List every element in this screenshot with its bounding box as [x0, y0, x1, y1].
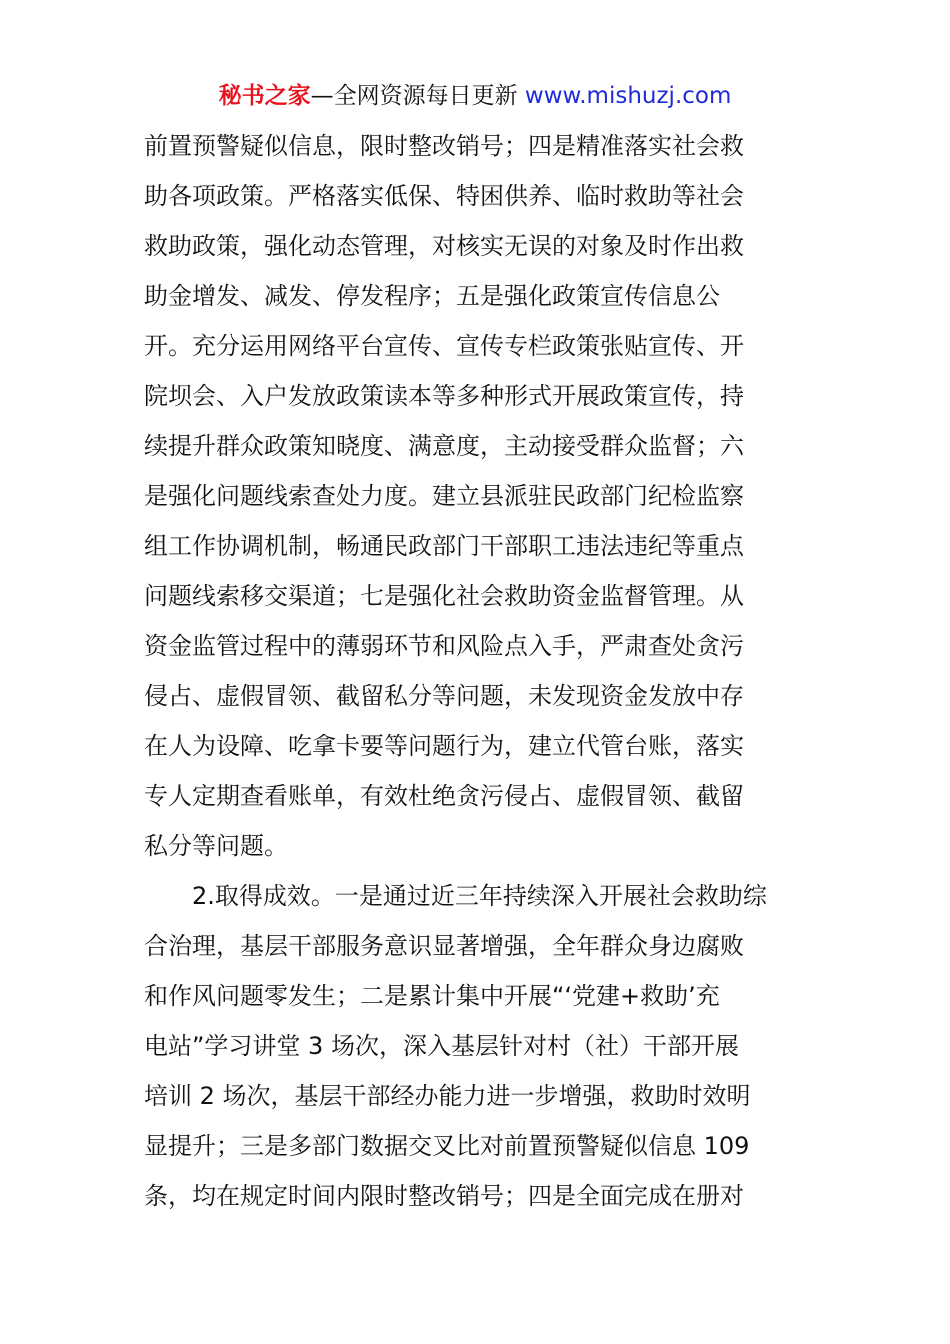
text-line: 组工作协调机制，畅通民政部门干部职工违法违纪等重点	[144, 532, 744, 560]
text-line: 开。充分运用网络平台宣传、宣传专栏政策张贴宣传、开	[144, 332, 744, 360]
text-line: 问题线索移交渠道；七是强化社会救助资金监督管理。从	[144, 582, 744, 610]
document-body	[144, 121, 814, 1221]
paragraph-first-line: 2.取得成效。一是通过近三年持续深入开展社会救助综	[192, 882, 767, 910]
text-line: 电站”学习讲堂 3 场次，深入基层针对村（社）干部开展	[144, 1032, 739, 1060]
text-line: 是强化问题线索查处力度。建立县派驻民政部门纪检监察	[144, 482, 744, 510]
site-header	[0, 80, 950, 112]
site-brand: 秘书之家	[218, 83, 311, 109]
text-line: 救助政策，强化动态管理，对核实无误的对象及时作出救	[144, 232, 744, 260]
site-tagline: —全网资源每日更新	[310, 83, 518, 109]
text-line: 专人定期查看账单，有效杜绝贪污侵占、虚假冒领、截留	[144, 782, 744, 810]
text-line: 显提升；三是多部门数据交叉比对前置预警疑似信息 109	[144, 1132, 750, 1160]
text-line: 资金监管过程中的薄弱环节和风险点入手，严肃查处贪污	[144, 632, 744, 660]
text-line: 私分等问题。	[144, 832, 288, 860]
text-line: 助各项政策。严格落实低保、特困供养、临时救助等社会	[144, 182, 744, 210]
text-line: 在人为设障、吃拿卡要等问题行为，建立代管台账，落实	[144, 732, 744, 760]
text-line: 合治理，基层干部服务意识显著增强，全年群众身边腐败	[144, 932, 744, 960]
site-url-link[interactable]: www.mishuzj.com	[517, 83, 732, 109]
text-line: 培训 2 场次，基层干部经办能力进一步增强，救助时效明	[144, 1082, 751, 1110]
text-line: 侵占、虚假冒领、截留私分等问题，未发现资金发放中存	[144, 682, 744, 710]
text-line: 助金增发、减发、停发程序；五是强化政策宣传信息公	[144, 282, 720, 310]
text-line: 和作风问题零发生；二是累计集中开展“‘党建+救助’充	[144, 982, 720, 1010]
text-line: 续提升群众政策知晓度、满意度，主动接受群众监督；六	[144, 432, 744, 460]
text-line: 前置预警疑似信息，限时整改销号；四是精准落实社会救	[144, 132, 744, 160]
text-line: 条，均在规定时间内限时整改销号；四是全面完成在册对	[144, 1182, 744, 1210]
text-line: 院坝会、入户发放政策读本等多种形式开展政策宣传，持	[144, 382, 744, 410]
